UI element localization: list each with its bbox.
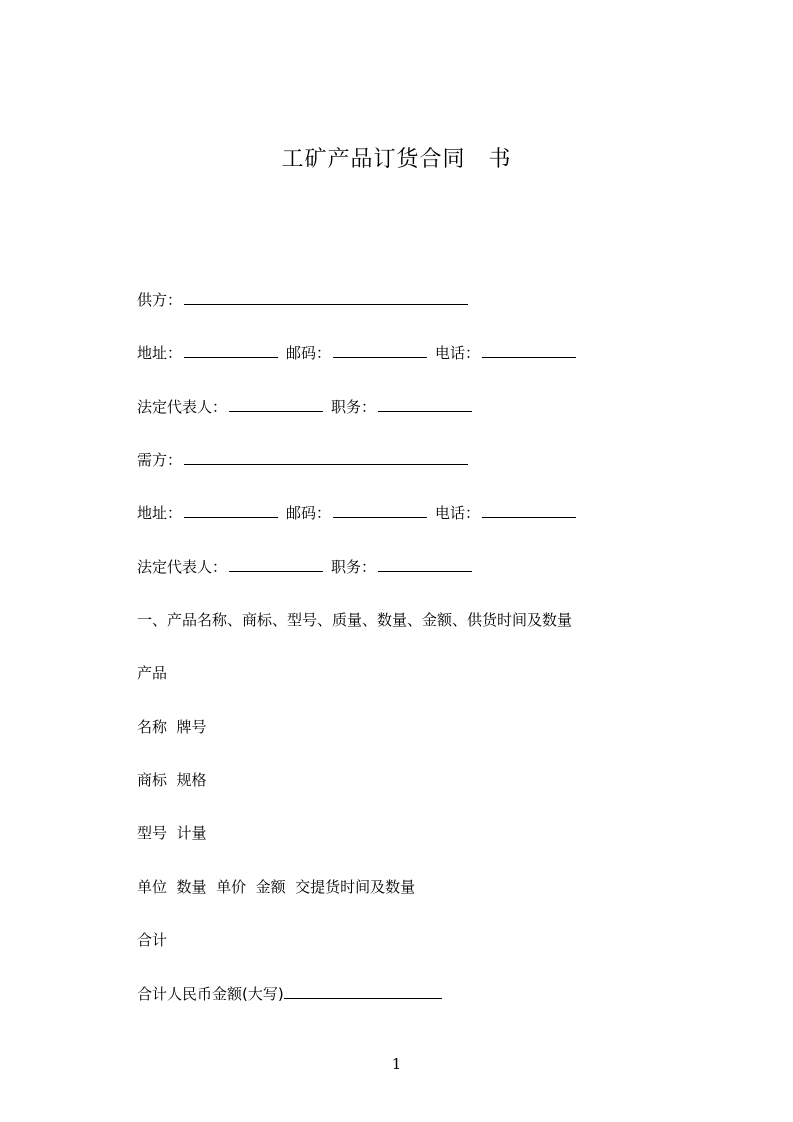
supplier-position-label: 职务： bbox=[331, 398, 377, 416]
buyer-name-row bbox=[137, 450, 468, 470]
total-amount-row bbox=[137, 984, 442, 1004]
supplier-name-label: 供方： bbox=[137, 291, 183, 309]
supplier-address-row bbox=[137, 343, 576, 363]
contract-title: 工矿产品订货合同 书 bbox=[281, 147, 512, 172]
buyer-legal-rep-label: 法定代表人： bbox=[137, 558, 228, 576]
supplier-postcode-blank[interactable] bbox=[333, 343, 427, 358]
supplier-name-blank[interactable] bbox=[184, 290, 468, 305]
total-amount-blank[interactable] bbox=[284, 984, 442, 999]
supplier-phone-label: 电话： bbox=[435, 344, 481, 362]
buyer-legal-rep-blank[interactable] bbox=[229, 557, 323, 572]
table-line: 型号 计量 bbox=[137, 824, 207, 842]
supplier-legal-rep-blank[interactable] bbox=[229, 397, 323, 412]
buyer-position-blank[interactable] bbox=[378, 557, 472, 572]
buyer-rep-row bbox=[137, 557, 472, 577]
buyer-name-blank[interactable] bbox=[184, 450, 468, 465]
supplier-rep-row bbox=[137, 397, 472, 417]
buyer-name-label: 需方： bbox=[137, 451, 183, 469]
supplier-address-blank[interactable] bbox=[184, 343, 278, 358]
buyer-address-blank[interactable] bbox=[184, 503, 278, 518]
page-number: 1 bbox=[391, 1055, 402, 1073]
buyer-phone-label: 电话： bbox=[435, 504, 481, 522]
supplier-legal-rep-label: 法定代表人： bbox=[137, 398, 228, 416]
table-line: 单位 数量 单价 金额 交提货时间及数量 bbox=[137, 878, 416, 896]
table-line: 名称 牌号 bbox=[137, 718, 207, 736]
supplier-phone-blank[interactable] bbox=[482, 343, 576, 358]
buyer-postcode-label: 邮码： bbox=[286, 504, 332, 522]
buyer-postcode-blank[interactable] bbox=[333, 503, 427, 518]
total-amount-label: 合计人民币金额(大写) bbox=[137, 985, 284, 1003]
buyer-phone-blank[interactable] bbox=[482, 503, 576, 518]
buyer-position-label: 职务： bbox=[331, 558, 377, 576]
section1-heading: 一、产品名称、商标、型号、质量、数量、金额、供货时间及数量 bbox=[137, 611, 573, 629]
buyer-address-row bbox=[137, 503, 576, 523]
table-line: 合计 bbox=[137, 931, 168, 949]
supplier-address-label: 地址： bbox=[137, 344, 183, 362]
table-line: 产品 bbox=[137, 664, 168, 682]
supplier-postcode-label: 邮码： bbox=[286, 344, 332, 362]
supplier-position-blank[interactable] bbox=[378, 397, 472, 412]
supplier-name-row bbox=[137, 290, 468, 310]
buyer-address-label: 地址： bbox=[137, 504, 183, 522]
table-line: 商标 规格 bbox=[137, 771, 207, 789]
